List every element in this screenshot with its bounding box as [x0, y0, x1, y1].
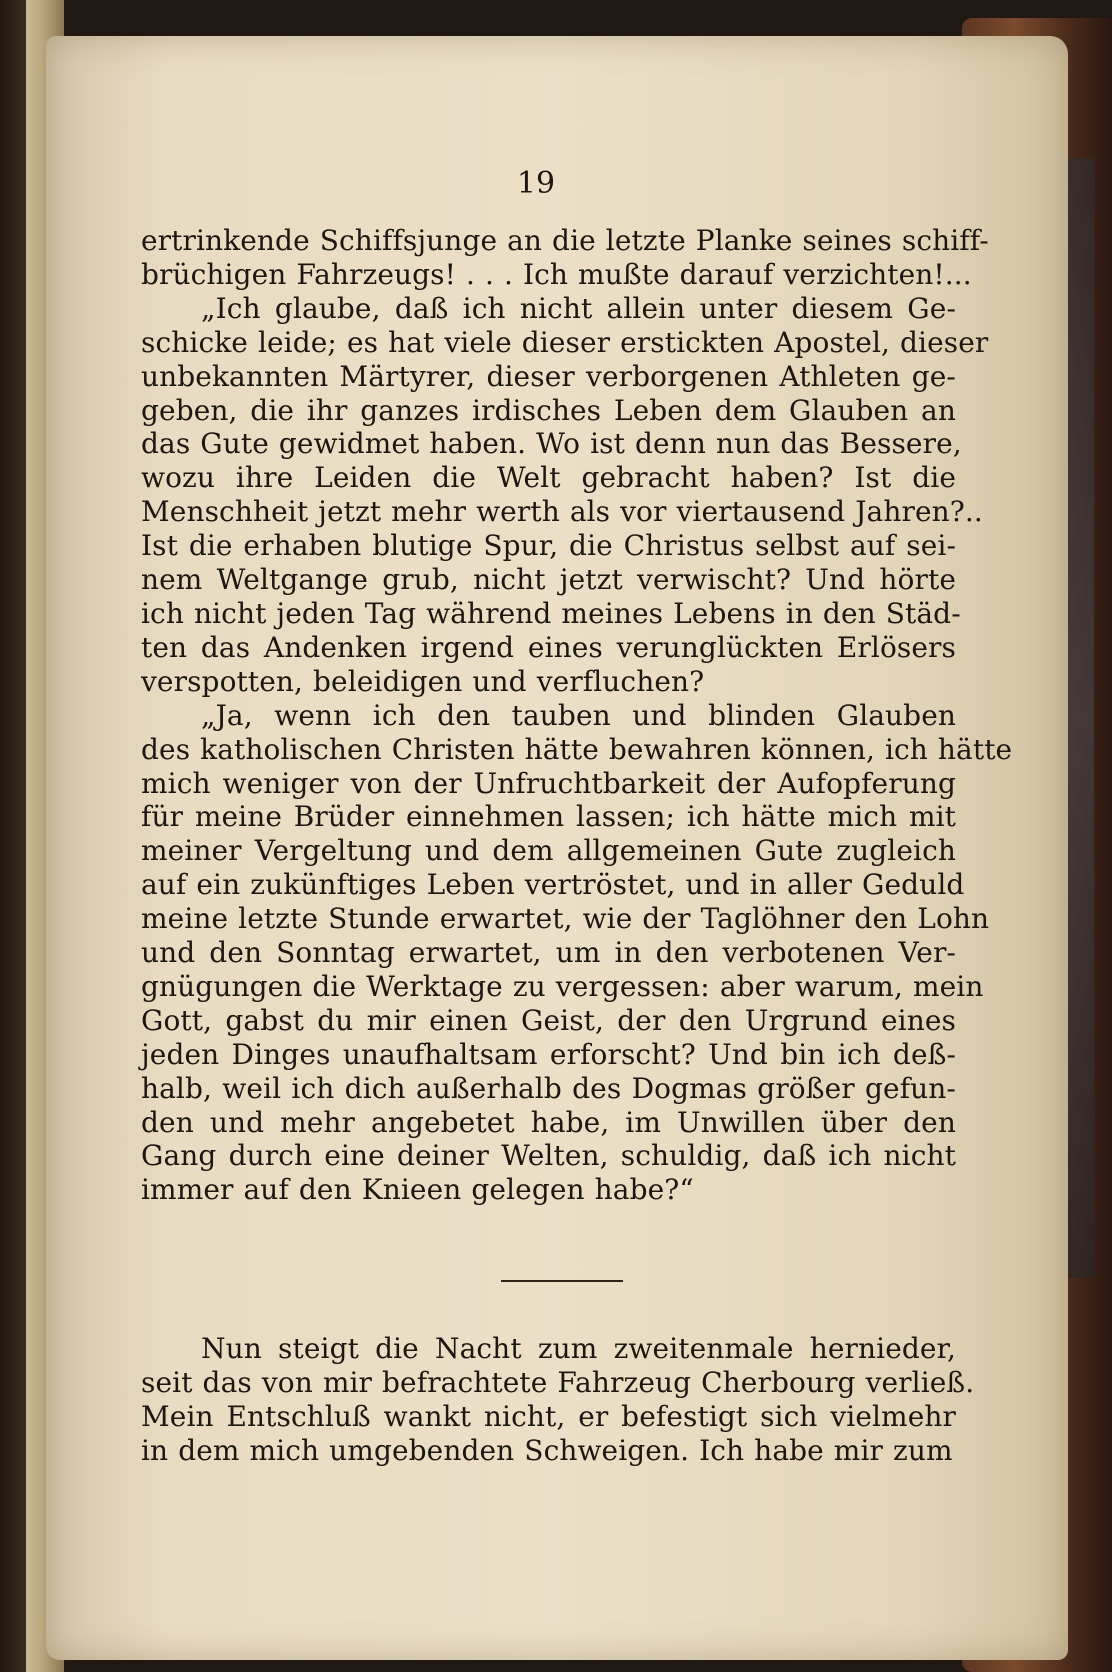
text-line: jeden Dinges unaufhaltsam erforscht? Und bin ich deß-: [141, 1037, 956, 1071]
page-number: 19: [516, 166, 556, 201]
text-line: wozu ihre Leiden die Welt gebracht haben? Ist die: [141, 461, 956, 495]
text-line: Mein Entschluß wankt nicht, er befestigt sich vielmehr: [141, 1399, 956, 1433]
text-line: ten das Andenken irgend eines verunglückten Erlösers: [141, 630, 956, 664]
text-line: Gott, gabst du mir einen Geist, der den Urgrund eines: [141, 1003, 956, 1037]
text-line: und den Sonntag erwartet, um in den verbotenen Ver-: [141, 936, 956, 970]
text-line: auf ein zukünftiges Leben vertröstet, und in aller Geduld: [141, 868, 965, 902]
book-page: [46, 36, 1068, 1660]
text-line: unbekannten Märtyrer, dieser verborgenen Athleten ge-: [141, 359, 956, 393]
main-text: [141, 224, 1013, 1207]
text-line: verspotten, beleidigen und verfluchen?: [141, 664, 705, 698]
text-line: ich nicht jeden Tag während meines Lebens in den Städ-: [141, 596, 961, 630]
text-line: schicke leide; es hat viele dieser erstickten Apostel, dieser: [141, 325, 989, 359]
text-line: für meine Brüder einnehmen lassen; ich hätte mich mit: [141, 800, 956, 834]
text-line: des katholischen Christen hätte bewahren können, ich hätte: [141, 732, 1013, 766]
text-line: in dem mich umgebenden Schweigen. Ich habe mir zum: [141, 1433, 953, 1467]
next-section-text: [141, 1332, 975, 1468]
paragraph-first-line: Nun steigt die Nacht zum zweitenmale hernieder,: [201, 1332, 956, 1365]
paragraph-first-line: „Ich glaube, daß ich nicht allein unter diesem Ge-: [201, 291, 956, 325]
text-line: meiner Vergeltung und dem allgemeinen Gute zugleich: [141, 834, 956, 868]
text-line: geben, die ihr ganzes irdisches Leben dem Glauben an: [141, 393, 956, 427]
text-line: immer auf den Knieen gelegen habe?“: [141, 1173, 694, 1207]
text-line: den und mehr angebetet habe, im Unwillen über den: [141, 1105, 956, 1139]
text-line: gnügungen die Werktage zu vergessen: aber warum, mein: [141, 969, 984, 1003]
text-line: ertrinkende Schiffsjunge an die letzte Planke seines schiff-: [141, 224, 989, 257]
text-line: halb, weil ich dich außerhalb des Dogmas größer gefun-: [141, 1071, 956, 1105]
text-line: mich weniger von der Unfruchtbarkeit der Aufopferung: [141, 766, 956, 800]
text-line: Gang durch eine deiner Welten, schuldig, daß ich nicht: [141, 1139, 956, 1173]
paragraph-first-line: „Ja, wenn ich den tauben und blinden Glauben: [201, 698, 956, 732]
text-line: Menschheit jetzt mehr werth als vor viertausend Jahren?..: [141, 495, 983, 529]
text-line: nem Weltgange grub, nicht jetzt verwischt? Und hörte: [141, 563, 956, 597]
section-divider: [501, 1280, 623, 1282]
text-line: brüchigen Fahrzeugs! . . . Ich mußte darauf verzichten!...: [141, 257, 972, 291]
text-line: das Gute gewidmet haben. Wo ist denn nun das Bessere,: [141, 427, 962, 461]
text-line: seit das von mir befrachtete Fahrzeug Cherbourg verließ.: [141, 1365, 975, 1399]
text-line: Ist die erhaben blutige Spur, die Christus selbst auf sei-: [141, 529, 956, 563]
text-line: meine letzte Stunde erwartet, wie der Taglöhner den Lohn: [141, 902, 990, 936]
